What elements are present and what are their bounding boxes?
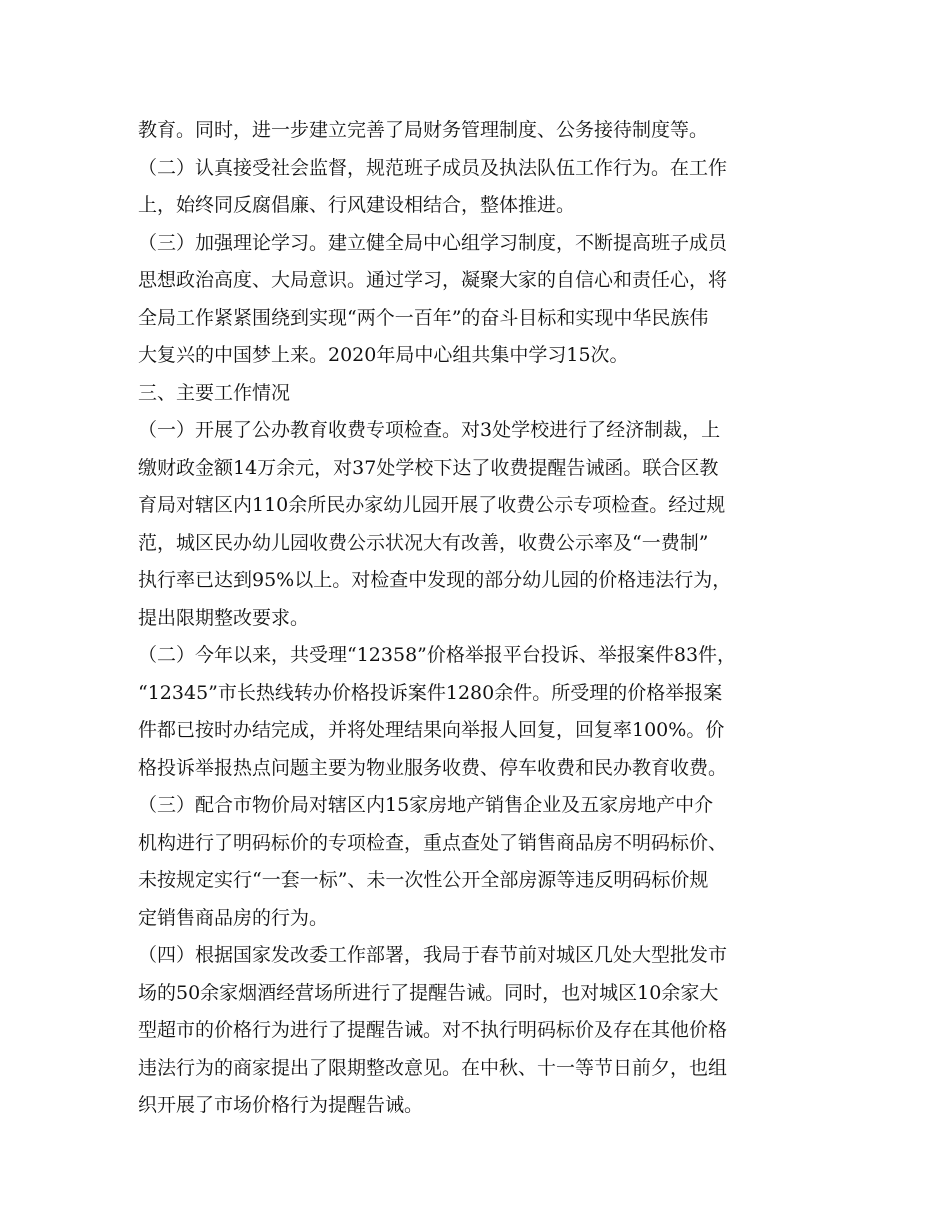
text-line: （三）加强理论学习。建立健全局中心组学习制度，不断提高班子成员 (138, 231, 728, 254)
text-line: 范，城区民办幼儿园收费公示状况大有改善，收费公示率及“一费制” (138, 531, 709, 554)
text-line: 未按规定实行“一套一标”、未一次性公开全部房源等违反明码标价规 (138, 869, 709, 891)
text-line: （二）认真接受社会监督，规范班子成员及执法队伍工作行为。在工作 (138, 156, 728, 179)
section-heading: 三、主要工作情况 (138, 381, 291, 404)
text-line: （三）配合市物价局对辖区内15家房地产销售企业及五家房地产中介 (138, 794, 714, 816)
text-line: 定销售商品房的行为。 (138, 906, 329, 929)
text-line: （四）根据国家发改委工作部署，我局于春节前对城区几处大型批发市 (138, 944, 728, 966)
text-line: 提出限期整改要求。 (138, 606, 310, 629)
text-line: 教育。同时，进一步建立完善了局财务管理制度、公务接待制度等。 (138, 119, 709, 141)
text-line: 件都已按时办结完成，并将处理结果向举报人回复，回复率100%。价 (138, 719, 725, 741)
text-line: 育局对辖区内110余所民办家幼儿园开展了收费公示专项检查。经过规 (138, 494, 726, 516)
text-line: 违法行为的商家提出了限期整改意见。在中秋、十一等节日前夕，也组 (138, 1056, 728, 1079)
text-line: “12345”市长热线转办价格投诉案件1280余件。所受理的价格举报案 (138, 681, 723, 704)
text-line: 执行率已达到95%以上。对检查中发现的部分幼儿园的价格违法行为， (138, 569, 732, 591)
text-line: 上，始终同反腐倡廉、行风建设相结合，整体推进。 (138, 194, 576, 216)
text-line: 型超市的价格行为进行了提醒告诫。对不执行明码标价及存在其他价格 (138, 1019, 728, 1041)
text-line: 思想政治高度、大局意识。通过学习，凝聚大家的自信心和责任心，将 (138, 269, 728, 291)
text-line: 大复兴的中国梦上来。2020年局中心组共集中学习15次。 (138, 344, 629, 366)
text-line: （二）今年以来，共受理“12358”价格举报平台投诉、举报案件83件， (138, 644, 737, 666)
text-line: 织开展了市场价格行为提醒告诫。 (138, 1094, 424, 1116)
text-line: 格投诉举报热点问题主要为物业服务收费、停车收费和民办教育收费。 (138, 756, 728, 779)
text-line: 全局工作紧紧围绕到实现“两个一百年”的奋斗目标和实现中华民族伟 (138, 306, 709, 329)
text-line: （一）开展了公办教育收费专项检查。对3处学校进行了经济制裁，上 (138, 419, 721, 441)
text-line: 机构进行了明码标价的专项检查，重点查处了销售商品房不明码标价、 (138, 831, 728, 854)
document-page (138, 112, 818, 1125)
text-line: 缴财政金额14万余元，对37处学校下达了收费提醒告诫函。联合区教 (138, 456, 719, 479)
text-line: 场的50余家烟酒经营场所进行了提醒告诫。同时，也对城区10余家大 (138, 981, 719, 1004)
